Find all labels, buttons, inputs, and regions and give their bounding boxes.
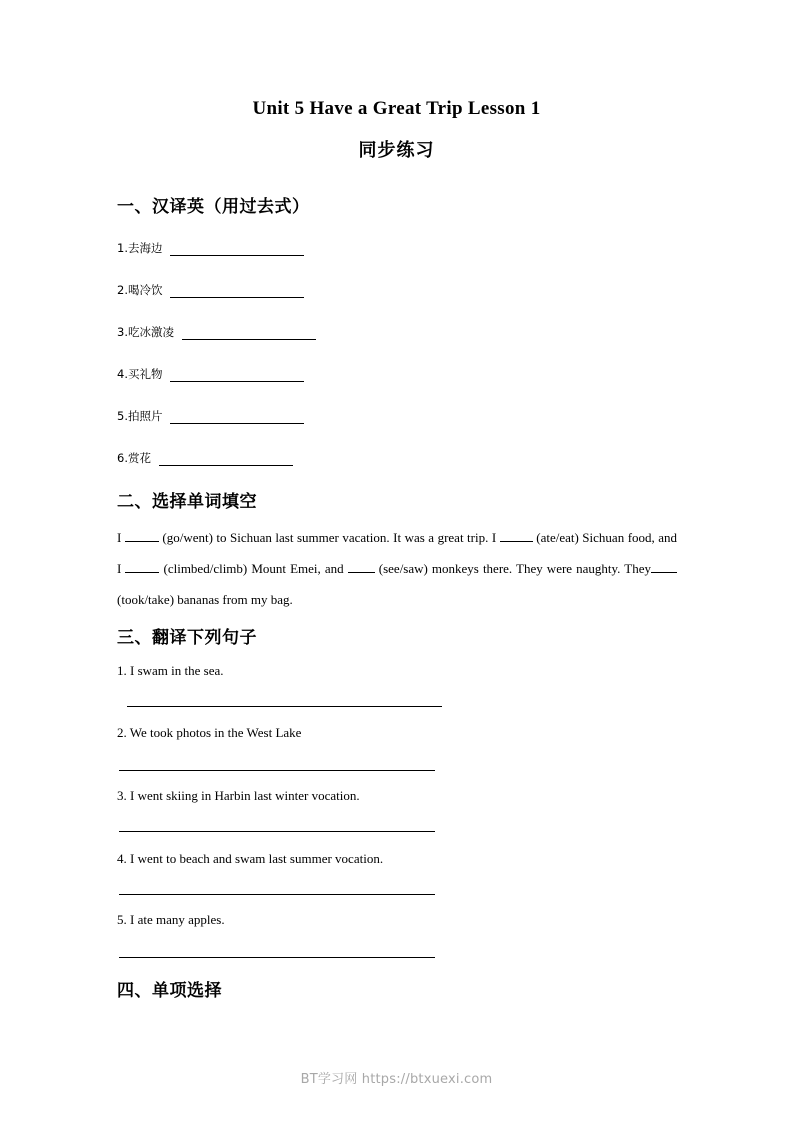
answer-line-2[interactable]: [119, 770, 435, 771]
translate-item-3: [117, 324, 316, 340]
translate-item-6: [117, 450, 293, 466]
cloze-text-5: (see/saw) monkeys there. They were naughty. They: [378, 561, 651, 576]
translate-item-5-blank[interactable]: [170, 411, 304, 424]
translate-item-4-blank[interactable]: [170, 369, 304, 382]
translate-item-4-label: 4.买礼物: [117, 367, 163, 381]
cloze-text-6: (took/take) bananas from my bag.: [117, 592, 293, 607]
translate-item-1-blank[interactable]: [170, 243, 304, 256]
translate-sentence-2: 2. We took photos in the West Lake: [117, 725, 302, 740]
footer-watermark: BT学习网 https://btxuexi.com: [300, 1072, 493, 1087]
translate-sentence-5: 5. I ate many apples.: [117, 912, 225, 927]
cloze-text-3: (ate/eat) Sichuan food, and I: [117, 530, 678, 576]
translate-sentence-4: 4. I went to beach and swam last summer vocation.: [117, 851, 384, 866]
translate-item-2: [117, 282, 304, 298]
cloze-blank-1[interactable]: [125, 529, 159, 542]
translate-item-6-label: 6.赏花: [117, 451, 151, 465]
answer-line-4[interactable]: [119, 894, 435, 895]
section-heading-4: 四、单项选择: [117, 981, 222, 1001]
translate-item-5: [117, 408, 304, 424]
section-heading-3: 三、翻译下列句子: [117, 628, 257, 648]
answer-line-5[interactable]: [119, 957, 435, 958]
section-heading-2: 二、选择单词填空: [117, 492, 257, 512]
cloze-paragraph: [117, 522, 677, 615]
translate-item-2-blank[interactable]: [170, 285, 304, 298]
page-subtitle: 同步练习: [358, 140, 435, 161]
translate-item-6-blank[interactable]: [159, 453, 293, 466]
answer-line-1[interactable]: [127, 706, 442, 707]
cloze-blank-2[interactable]: [500, 529, 533, 542]
translate-item-1: [117, 240, 304, 256]
translate-item-5-label: 5.拍照片: [117, 409, 163, 423]
cloze-blank-5[interactable]: [651, 560, 677, 573]
page-title: Unit 5 Have a Great Trip Lesson 1: [252, 98, 541, 119]
translate-sentence-1: 1. I swam in the sea.: [117, 663, 224, 678]
translate-item-3-label: 3.吃冰激凌: [117, 325, 174, 339]
translate-item-2-label: 2.喝冷饮: [117, 283, 163, 297]
answer-line-3[interactable]: [119, 831, 435, 832]
translate-item-4: [117, 366, 304, 382]
cloze-blank-4[interactable]: [348, 560, 375, 573]
cloze-text-1: I: [117, 530, 122, 545]
cloze-text-4: (climbed/climb) Mount Emei, and: [163, 561, 344, 576]
translate-sentence-3: 3. I went skiing in Harbin last winter vocation.: [117, 788, 360, 803]
translate-item-1-label: 1.去海边: [117, 241, 163, 255]
section-heading-1: 一、汉译英（用过去式）: [117, 197, 310, 217]
cloze-text-2: (go/went) to Sichuan last summer vacation. It was a great trip. I: [162, 530, 497, 545]
cloze-blank-3[interactable]: [125, 560, 159, 573]
translate-item-3-blank[interactable]: [182, 327, 316, 340]
